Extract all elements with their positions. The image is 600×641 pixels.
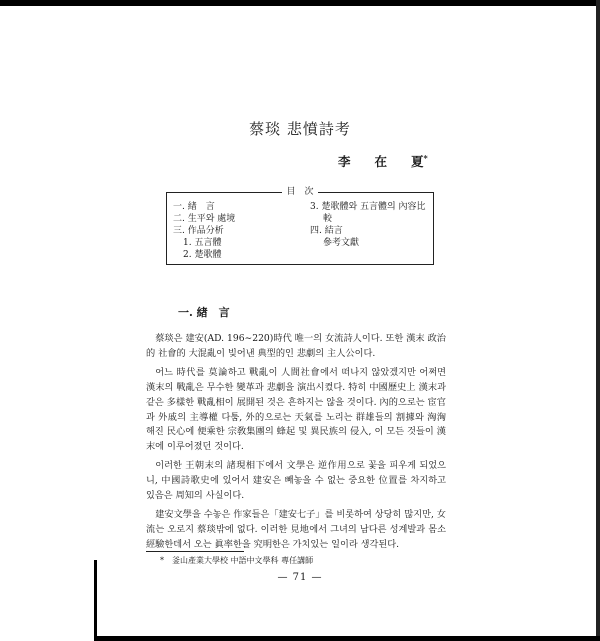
paragraph: 蔡琰은 建安(AD. 196∼220)時代 唯一의 女流詩人이다. 또한 漢末 政治的 社會的 大混亂이 빚어낸 典型的인 悲劇의 主人公이다. xyxy=(146,333,446,359)
scan-border-top xyxy=(0,0,600,6)
toc-item: 一. 緖 言 xyxy=(173,202,215,212)
footnote-rule xyxy=(146,551,244,552)
footnote: * 釜山產業大學校 中語中文學科 專任講師 xyxy=(160,556,314,565)
paragraph: 이러한 王朝末의 諸現相下에서 文學은 逆作用으로 꽃을 피우게 되었으니, 中國詩歌史에 있어서 建安은 빼놓을 수 없는 중요한 位置를 차지하고 있음은 周知의 사실이다. xyxy=(146,460,446,502)
toc-title: 目 次 xyxy=(167,186,433,198)
author-char: 夏* xyxy=(411,152,428,169)
toc-item: 二. 生平와 處境 xyxy=(173,214,236,224)
toc-item: 參考文獻 xyxy=(323,238,360,248)
paragraph: 建安文學을 수놓은 作家들은「建安七子」를 비롯하여 상당히 많지만, 女流는 오로지 蔡琰밖에 없다. 이러한 見地에서 그녀의 남다른 성계발과 몸소 經驗한데서 오는 眞率한을 究明한은 가치있는 일이라 생각된다. xyxy=(146,508,446,550)
scan-border-right xyxy=(596,0,600,641)
author-footnote-mark: * xyxy=(423,152,428,163)
scan-border-bottom xyxy=(96,636,600,641)
paragraph: 어느 時代를 莫論하고 戰亂이 人間社會에서 떠나지 않았겠지만 어쩌면 漢末의 戰亂은 무수한 變革과 悲劇을 演出시켰다. 特히 中國歷史上 漢末과 같은 多樣한 戰亂相이 展開된 것은 흔하지는 않을 것이다. 內的으로는 宦官과 外戚의 主導權 다툼, 外的으로는 天氣를 노리는 群雄들의 割據와 洶洶해진 民心에 便乘한 宗敎集團의 蜂起 및 異民族의 侵入, 이 모든 것들이 漢末에 이루어졌던 것이다. xyxy=(146,366,446,453)
toc-item: 3. 楚歌體와 五言體의 內容比 xyxy=(310,202,426,212)
table-of-contents xyxy=(166,187,434,265)
author-char: 在 xyxy=(374,154,388,169)
toc-item: 1. 五言體 xyxy=(183,238,222,248)
author-name xyxy=(338,152,428,170)
toc-left-column xyxy=(173,201,235,261)
toc-item: 較 xyxy=(323,214,333,224)
toc-item: 四. 結言 xyxy=(310,226,343,236)
body-text xyxy=(146,332,446,553)
section-heading: 一. 緖 言 xyxy=(178,306,230,319)
toc-item: 2. 楚歌體 xyxy=(183,250,222,260)
toc-item: 三. 作品分析 xyxy=(173,226,224,236)
author-char: 李 xyxy=(338,154,351,169)
article-title: 蔡琰 悲憤詩考 xyxy=(249,120,351,138)
toc-right-column xyxy=(310,201,426,249)
page-number: — 71 — xyxy=(277,572,323,583)
